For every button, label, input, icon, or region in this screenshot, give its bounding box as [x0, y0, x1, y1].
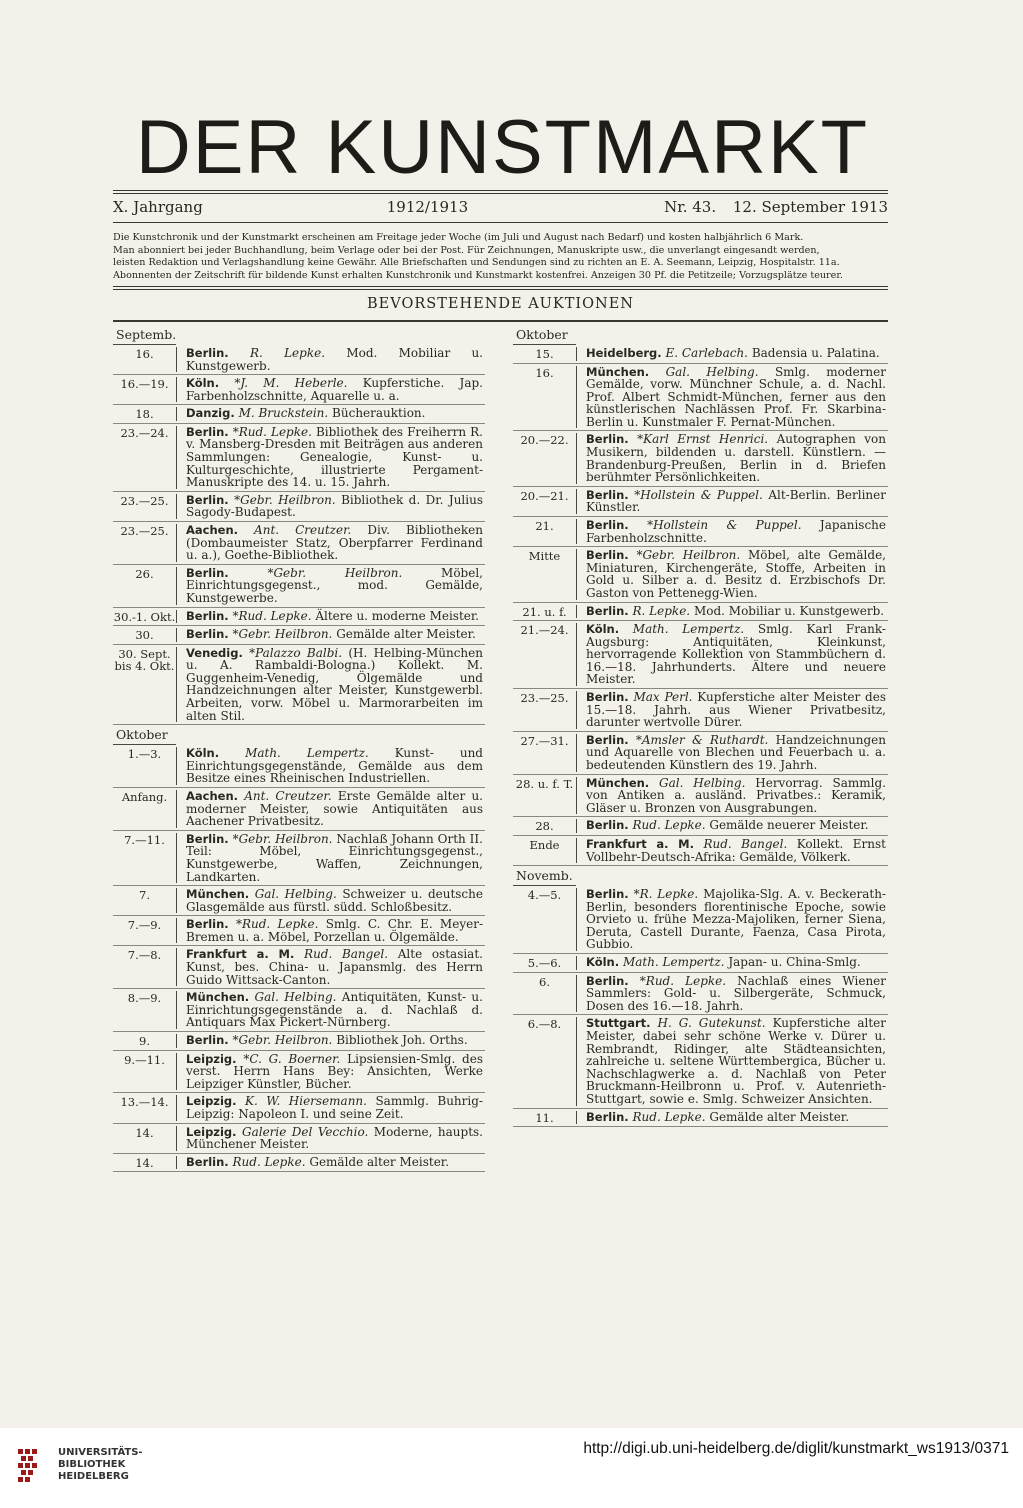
auction-date: 27.—31.: [513, 734, 577, 772]
auction-city: Berlin.: [586, 732, 629, 747]
auction-date: 8.—9.: [113, 991, 177, 1029]
auction-city: Berlin.: [186, 424, 229, 439]
auction-city: Berlin.: [186, 608, 229, 623]
auction-city: Berlin.: [586, 690, 629, 705]
auction-description: [186, 1095, 485, 1120]
auction-lots: Kollekt. Ernst Vollbehr-Deutsch-Afrika: Gemälde, Völkerk.: [586, 836, 886, 864]
auction-description: [586, 819, 888, 833]
auction-lots: Möbel, alte Gemälde, Miniaturen, Kirchengeräte, Stoffe, Arbeiten in Gold u. Silber a. d. Besitz d. Erzbischofs Dr. Gaston von Pettenegg-Wien.: [586, 548, 886, 600]
library-name-line: HEIDELBERG: [58, 1471, 129, 1482]
auction-entry: [113, 989, 485, 1032]
auction-description: [186, 1126, 485, 1151]
auction-date: 21.: [513, 519, 577, 544]
auction-date: 30.: [113, 628, 177, 642]
auction-house: Math. Lempertz.: [245, 746, 369, 761]
auction-date: 30.-1. Okt.: [113, 609, 176, 624]
auction-entry: [513, 621, 888, 689]
auction-city: Berlin.: [186, 565, 229, 580]
auction-city: München.: [186, 887, 250, 902]
auction-city: Berlin.: [186, 831, 229, 846]
auction-description: [186, 833, 485, 883]
auction-description: [186, 426, 485, 489]
auction-description: [186, 628, 485, 642]
auction-date: Mitte: [513, 549, 577, 599]
library-name-line: UNIVERSITÄTS-: [58, 1447, 143, 1458]
auction-city: Köln.: [186, 376, 220, 391]
auction-city: München.: [586, 775, 650, 790]
notice-rule: [113, 286, 888, 287]
auction-description: [186, 747, 485, 785]
auction-house: Ant. Creutzer.: [244, 788, 332, 803]
auction-description: [586, 975, 888, 1013]
auction-city: Berlin.: [186, 627, 229, 642]
auction-entry: [513, 954, 888, 973]
auction-lots: Gemälde alter Meister.: [709, 1109, 850, 1124]
auction-lots: Mod. Mobiliar u. Kunstgewerb.: [693, 603, 885, 618]
source-url-link[interactable]: http://digi.ub.uni-heidelberg.de/diglit/kunstmarkt_ws1913/0371: [583, 1440, 1009, 1457]
auction-lots: Kupferstiche alter Meister, dabei sehr schöne Werke v. Dürer u. Rembrandt, Ridinger, alte Städteansichten, zahlreiche u. seltene Württembergica, Bücher u. Nachschlagwerke a. d. Nachlaß von Peter Bruckmann-Heilbronn u. Prof. v. Autenrieth-Stuttgart, sowie e. Smlg. Schweizer Ansichten.: [586, 1016, 886, 1106]
auction-house: R. Lepke.: [249, 346, 326, 360]
auction-description: [186, 948, 485, 986]
auction-city: Berlin.: [586, 432, 629, 447]
auction-entry: [113, 565, 485, 608]
auction-lots: Bibliothek d. Dr. Julius Sagody-Budapest.: [186, 492, 483, 520]
auction-description: [586, 691, 888, 729]
auction-entry: [513, 973, 888, 1016]
auction-city: Köln.: [186, 746, 220, 761]
auction-description: [586, 489, 888, 514]
auction-house: Gal. Helbing.: [659, 775, 746, 790]
auction-house: Gal. Helbing.: [254, 887, 337, 902]
auction-city: Berlin.: [586, 548, 629, 563]
auction-date: 11.: [513, 1111, 577, 1125]
auction-date: 23.—24.: [113, 426, 177, 489]
footer-bar: [0, 1428, 1023, 1508]
notice-rule-thin: [113, 289, 888, 290]
auction-entry: [513, 345, 888, 364]
auction-city: Berlin.: [586, 818, 629, 833]
auction-lots: Mod. Mobiliar u. Kunstgewerb.: [186, 346, 483, 373]
auction-description: [586, 838, 888, 863]
auction-house: Rud. Lepke.: [632, 818, 706, 833]
masthead-rule-thin: [113, 193, 888, 194]
auction-entry: [113, 946, 485, 989]
issue-number: Nr. 43.: [664, 198, 717, 216]
auction-description: [186, 377, 485, 402]
auction-house: Galerie Del Vecchio.: [242, 1124, 369, 1139]
auction-entry: [113, 831, 485, 886]
auction-entry: [113, 1093, 485, 1123]
auction-entry: [513, 487, 888, 517]
auction-lots: Sammlg. Buhrig-Leipzig: Napoleon I. und seine Zeit.: [186, 1094, 483, 1121]
auction-house: *Gebr. Heilbron.: [232, 627, 333, 642]
auction-entry: [113, 626, 485, 645]
auction-description: [186, 991, 485, 1029]
auction-entry: [513, 1109, 888, 1128]
auction-entry: [113, 345, 485, 375]
auction-house: E. Carlebach.: [665, 346, 748, 360]
auction-city: Köln.: [586, 955, 620, 970]
auction-date: 7.: [113, 888, 177, 913]
auction-date: Anfang.: [113, 790, 177, 828]
auction-date: Ende: [513, 838, 577, 863]
auction-entry: [113, 916, 485, 946]
auction-date: 9.: [113, 1034, 177, 1048]
auction-entry: [113, 492, 485, 522]
month-heading: Oktober: [113, 725, 176, 745]
masthead-rule: [113, 190, 888, 191]
auction-date: 16.: [513, 366, 577, 429]
auction-entry: [113, 405, 485, 424]
auction-description: [586, 956, 888, 970]
auction-description: [586, 519, 888, 544]
auction-house: *Gebr. Heilbron.: [232, 831, 333, 846]
auction-date: 16.—19.: [113, 377, 177, 402]
auction-lots: Nachlaß Johann Orth II. Teil: Möbel, Einrichtungsgegenst., Kunstgewerbe, Waffen, Zeichnungen, Landkarten.: [186, 831, 483, 884]
auction-entry: [113, 745, 485, 788]
auction-entry: [113, 1051, 485, 1094]
auction-entry: [113, 645, 485, 726]
auction-entry: [513, 732, 888, 775]
auction-city: Leipzig.: [186, 1124, 237, 1139]
auction-entry: [513, 364, 888, 432]
auction-city: Danzig.: [186, 406, 235, 421]
auction-lots: Nachlaß eines Wiener Sammlers: Gold- u. Silbergeräte, Schmuck, Dosen des 16.—18. Jahrh.: [586, 973, 887, 1013]
auction-description: [586, 433, 888, 483]
auction-date: 28.: [513, 819, 577, 833]
auction-date: 7.—11.: [113, 833, 177, 883]
auction-house: *C. G. Boerner.: [243, 1051, 341, 1066]
auction-description: [186, 494, 485, 519]
auction-entry: [113, 522, 485, 565]
auction-date: 14.: [113, 1156, 177, 1170]
subscription-line: leisten Redaktion und Verlagshandlung keine Gewähr. Alle Briefschaften und Sendungen sind zu richten an E. A. Seemann, Leipzig, Hospitalstr. 11a.: [113, 257, 840, 268]
auction-description: [586, 605, 888, 619]
auction-lots: Smlg. Karl Frank-Augsburg: Antiquitäten, Kleinkunst, hervorragende Kollektion von Stammbüchern d. 16.—18. Jahrhunderts. Ältere und neuere Meister.: [586, 622, 886, 687]
auction-city: Köln.: [586, 622, 620, 637]
auction-city: Venedig.: [186, 645, 243, 660]
auction-lots: Moderne, haupts. Münchener Meister.: [186, 1124, 483, 1152]
auction-house: *Rud. Lepke.: [232, 424, 312, 439]
auction-city: Aachen.: [186, 523, 239, 538]
auction-lots: Japan- u. China-Smlg.: [728, 955, 861, 970]
auction-city: Leipzig.: [186, 1094, 237, 1109]
auction-entry: [513, 886, 888, 954]
auction-date: 6.: [513, 975, 577, 1013]
auction-description: [586, 1017, 888, 1105]
auction-description: [586, 623, 888, 686]
auction-lots: Bibliothek des Freiherrn R. v. Mansberg-Dresden mit Beiträgen aus anderen Sammlungen: Genealogie, Kunst- u. Kulturgeschichte, illustrierte Pergament-Manuskripte des 14. u. 15. Jahrh.: [186, 424, 483, 490]
auction-date: 28. u. f. T.: [513, 777, 577, 815]
auction-entry: [513, 517, 888, 547]
auction-description: [586, 1111, 888, 1125]
auction-house: *Hollstein & Puppel.: [647, 518, 802, 533]
auction-lots: Kunst- und Einrichtungsgegenstände, Gemälde aus dem Besitze eines Rheinischen Industriellen.: [186, 746, 483, 786]
auction-house: Rud. Bangel.: [703, 836, 788, 851]
auction-entry: [513, 431, 888, 486]
auction-entry: [113, 788, 485, 831]
auction-entry: [113, 608, 485, 627]
auction-lots: Japanische Farbenholzschnitte.: [586, 518, 886, 545]
auction-date: 13.—14.: [113, 1095, 177, 1120]
month-heading: Novemb.: [513, 866, 576, 886]
library-name: [58, 1447, 143, 1483]
auction-city: Berlin.: [586, 1109, 629, 1124]
auction-lots: Handzeichnungen und Aquarelle von Blechen und Feuerbach u. a. bedeutenden Künstlern des 19. Jahrh.: [586, 732, 886, 773]
auction-city: Berlin.: [186, 492, 229, 507]
auction-house: *Gebr. Heilbron.: [232, 1033, 333, 1048]
auction-lots: Gemälde neuerer Meister.: [709, 818, 869, 833]
issue-years: 1912/1913: [386, 198, 469, 216]
auction-city: München.: [186, 990, 250, 1005]
auction-entry: [113, 1124, 485, 1154]
auction-lots: Kupferstiche. Jap. Farbenholzschnitte, Aquarelle u. a.: [186, 376, 483, 403]
auction-date: 6.—8.: [513, 1017, 577, 1105]
auction-column-right: [513, 325, 888, 1127]
auction-lots: (H. Helbing-München u. A. Rambaldi-Bologna.) Kollekt. M. Guggenheim-Venedig, Ölgemälde und Handzeichnungen alter Meister, Kunstgewerbl. Arbeiten, vorw. Möbel u. Marmorarbeiten im alten Stil.: [186, 645, 483, 723]
auction-description: [586, 888, 888, 951]
auction-lots: Hervorrag. Sammlg. von Antiken a. ausländ. Privatbes.: Keramik, Gläser u. Bronzen von Ausgrabungen.: [586, 775, 886, 815]
auction-description: [586, 549, 888, 599]
auction-entry: [113, 886, 485, 916]
auction-city: Berlin.: [586, 603, 629, 618]
auction-city: Berlin.: [186, 917, 229, 932]
auction-lots: Alt-Berlin. Berliner Künstler.: [586, 487, 886, 515]
auction-lots: Möbel, Einrichtungsgegenst., mod. Gemälde, Kunstgewerbe.: [186, 565, 483, 605]
auction-house: Rud. Bangel.: [304, 947, 389, 962]
auction-date: 1.—3.: [113, 747, 177, 785]
library-name-line: BIBLIOTHEK: [58, 1459, 126, 1470]
auction-house: Gal. Helbing.: [254, 990, 337, 1005]
auction-house: Ant. Creutzer.: [254, 523, 352, 538]
auction-entry: [113, 1154, 485, 1173]
auction-lots: Erste Gemälde alter u. moderner Meister, sowie Antiquitäten aus Aachener Privatbesitz.: [186, 788, 483, 829]
issue-volume: X. Jahrgang: [113, 198, 203, 216]
auction-date: 15.: [513, 347, 577, 361]
auction-house: M. Bruckstein.: [238, 406, 329, 421]
auction-date: 16.: [113, 347, 177, 372]
auction-date: 23.—25.: [113, 494, 177, 519]
auction-description: [186, 918, 485, 943]
auction-date: 30. Sept. bis 4. Okt.: [113, 647, 177, 723]
auction-house: *Gebr. Heilbron.: [234, 492, 336, 507]
auction-lots: Badensia u. Palatina.: [751, 346, 880, 360]
issue-line: [113, 196, 888, 218]
auction-entry: [513, 1015, 888, 1108]
auction-house: Rud. Lepke.: [232, 1154, 306, 1169]
auction-entry: [513, 603, 888, 622]
auction-lots: Lipsiensien-Smlg. des verst. Herrn Hans Bey: Ansichten, Werke Leipziger Künstler, Bücher.: [186, 1051, 483, 1091]
auction-description: [586, 347, 888, 361]
auction-date: 9.—11.: [113, 1053, 177, 1091]
auction-description: [586, 366, 888, 429]
auction-house: *Karl Ernst Henrici.: [637, 432, 769, 447]
auction-description: [186, 347, 485, 372]
auction-city: Berlin.: [586, 487, 629, 502]
auction-house: *Rud. Lepke.: [232, 608, 312, 623]
masthead-title: DER KUNSTMARKT: [135, 105, 870, 190]
auction-lots: Div. Bibliotheken (Dombaumeister Statz, Oberpfarrer Ferdinand u. a.), Goethe-Bibliothek.: [186, 523, 483, 563]
auction-lots: Bibliothek Joh. Orths.: [336, 1033, 468, 1048]
auction-lots: Schweizer u. deutsche Glasgemälde aus fürstl. südd. Schloßbesitz.: [186, 887, 483, 914]
auction-entry: [513, 775, 888, 818]
auction-entry: [513, 547, 888, 602]
auction-house: *J. M. Heberle.: [234, 376, 348, 391]
auction-lots: Kupferstiche alter Meister des 15.—18. Jahrh. aus Wiener Privatbesitz, darunter wertvolle Dürer.: [586, 690, 886, 730]
auction-house: R. Lepke.: [632, 603, 691, 618]
auction-lots: Smlg. moderner Gemälde, vorw. Münchner Schule, a. d. Nachl. Prof. Albert Schmidt-München, ferner aus den künstlerischen Nachlässen Prof. Fr. Skarbina-Berlin u. Kunstmaler F. Pernat-München.: [586, 364, 886, 429]
auction-date: 26.: [113, 567, 177, 605]
auction-city: Berlin.: [186, 346, 229, 360]
auction-date: 21.—24.: [513, 623, 577, 686]
auction-city: Frankfurt a. M.: [186, 947, 295, 962]
issue-rule: [113, 222, 888, 223]
month-heading: Oktober: [513, 325, 576, 345]
auction-description: [186, 1156, 485, 1170]
auction-house: *Palazzo Balbi.: [249, 645, 343, 660]
month-heading: Septemb.: [113, 325, 176, 345]
auction-house: Gal. Helbing.: [665, 364, 759, 379]
auction-date: 7.—9.: [113, 918, 177, 943]
subscription-notice: [113, 232, 888, 282]
auction-house: *Hollstein & Puppel.: [634, 487, 763, 502]
auction-description: [186, 790, 485, 828]
auction-date: 20.—21.: [513, 489, 577, 514]
auction-house: Math. Lempertz.: [632, 622, 745, 637]
auction-city: Leipzig.: [186, 1051, 237, 1066]
auction-city: Berlin.: [186, 1033, 229, 1048]
auction-city: Berlin.: [186, 1154, 229, 1169]
auction-lots: Smlg. C. Chr. E. Meyer-Bremen u. a. Möbel, Porzellan u. Ölgemälde.: [186, 917, 483, 944]
auction-date: 5.—6.: [513, 956, 577, 970]
auction-city: Berlin.: [586, 973, 629, 988]
auction-city: Stuttgart.: [586, 1016, 651, 1031]
auction-date: 23.—25.: [113, 524, 177, 562]
auction-date: 7.—8.: [113, 948, 177, 986]
auction-entry: [113, 1032, 485, 1051]
auction-house: Rud. Lepke.: [632, 1109, 706, 1124]
subscription-line: Die Kunstchronik und der Kunstmarkt erscheinen am Freitage jeder Woche (im Juli und August nach Bedarf) und kosten halbjährlich 6 Mark.: [113, 232, 804, 243]
auction-city: Berlin.: [586, 518, 629, 533]
auction-entry: [113, 424, 485, 492]
section-title: BEVORSTEHENDE AUKTIONEN: [367, 296, 634, 312]
auction-column-left: [113, 325, 485, 1172]
auction-description: [186, 610, 485, 624]
auction-entry: [513, 817, 888, 836]
subscription-line: Abonnenten der Zeitschrift für bildende Kunst erhalten Kunstchronik und Kunstmarkt kostenfrei. Anzeigen 30 Pf. die Petitzeile; Vorzugsplätze teurer.: [113, 269, 843, 281]
auction-description: [186, 1034, 485, 1048]
auction-house: *R. Lepke.: [633, 887, 699, 902]
issue-number-date: [652, 198, 888, 216]
auction-date: 23.—25.: [513, 691, 577, 729]
auction-lots: Autographen von Musikern, bildenden u. darstell. Künstlern. — Brandenburg-Preußen, Berlin in d. Briefen berühmter Persönlichkeiten.: [586, 432, 886, 485]
auction-lots: Gemälde alter Meister.: [336, 627, 476, 642]
section-rule: [113, 320, 888, 322]
auction-city: Heidelberg.: [586, 346, 662, 360]
auction-house: *Rud. Lepke.: [639, 973, 727, 988]
library-crest-icon: [16, 1445, 50, 1489]
auction-city: Berlin.: [586, 887, 629, 902]
auction-description: [186, 647, 485, 723]
auction-description: [186, 888, 485, 913]
auction-entry: [513, 689, 888, 732]
auction-lots: Alte ostasiat. Kunst, bes. China- u. Japansmlg. des Herrn Guido Wittsack-Canton.: [186, 947, 483, 987]
auction-date: 18.: [113, 407, 177, 421]
auction-lots: Bücherauktion.: [332, 406, 426, 421]
auction-description: [186, 407, 485, 421]
auction-lots: Ältere u. moderne Meister.: [315, 608, 480, 623]
auction-description: [186, 524, 485, 562]
auction-lots: Antiquitäten, Kunst- u. Einrichtungsgegenstände a. d. Nachlaß d. Antiquars Max Pickert-Nürnberg.: [186, 990, 483, 1030]
auction-date: 20.—22.: [513, 433, 577, 483]
auction-house: H. G. Gutekunst.: [657, 1016, 766, 1031]
auction-house: *Gebr. Heilbron.: [267, 565, 403, 580]
auction-lots: Majolika-Slg. A. v. Beckerath-Berlin, besonders florentinische Epoche, sowie Orvieto u. frühe Mezza-Majoliken, ferner Siena, Deruta, Castell Durante, Faenza, Casa Pirota, Gubbio.: [586, 887, 886, 952]
auction-description: [186, 567, 485, 605]
auction-description: [586, 777, 888, 815]
auction-house: *Rud. Lepke.: [235, 917, 319, 932]
auction-city: Aachen.: [186, 788, 239, 803]
auction-city: München.: [586, 364, 650, 379]
auction-description: [586, 734, 888, 772]
auction-house: *Gebr. Heilbron.: [636, 548, 741, 563]
auction-description: [186, 1053, 485, 1091]
auction-city: Frankfurt a. M.: [586, 836, 694, 851]
auction-date: 4.—5.: [513, 888, 577, 951]
auction-house: *Amsler & Ruthardt.: [635, 732, 769, 747]
auction-house: Math. Lempertz.: [622, 955, 725, 970]
auction-entry: [513, 836, 888, 866]
issue-date: 12. September 1913: [732, 198, 888, 216]
auction-house: K. W. Hiersemann.: [245, 1094, 367, 1109]
auction-date: 14.: [113, 1126, 177, 1151]
auction-date: 21. u. f.: [513, 605, 577, 619]
auction-lots: Gemälde alter Meister.: [309, 1154, 450, 1169]
auction-house: Max Perl.: [633, 690, 693, 705]
auction-entry: [113, 375, 485, 405]
subscription-line: Man abonniert bei jeder Buchhandlung, beim Verlage oder bei der Post. Für Zeichnungen, Manuskripte usw., die unverlangt eingesandt werden,: [113, 244, 820, 256]
